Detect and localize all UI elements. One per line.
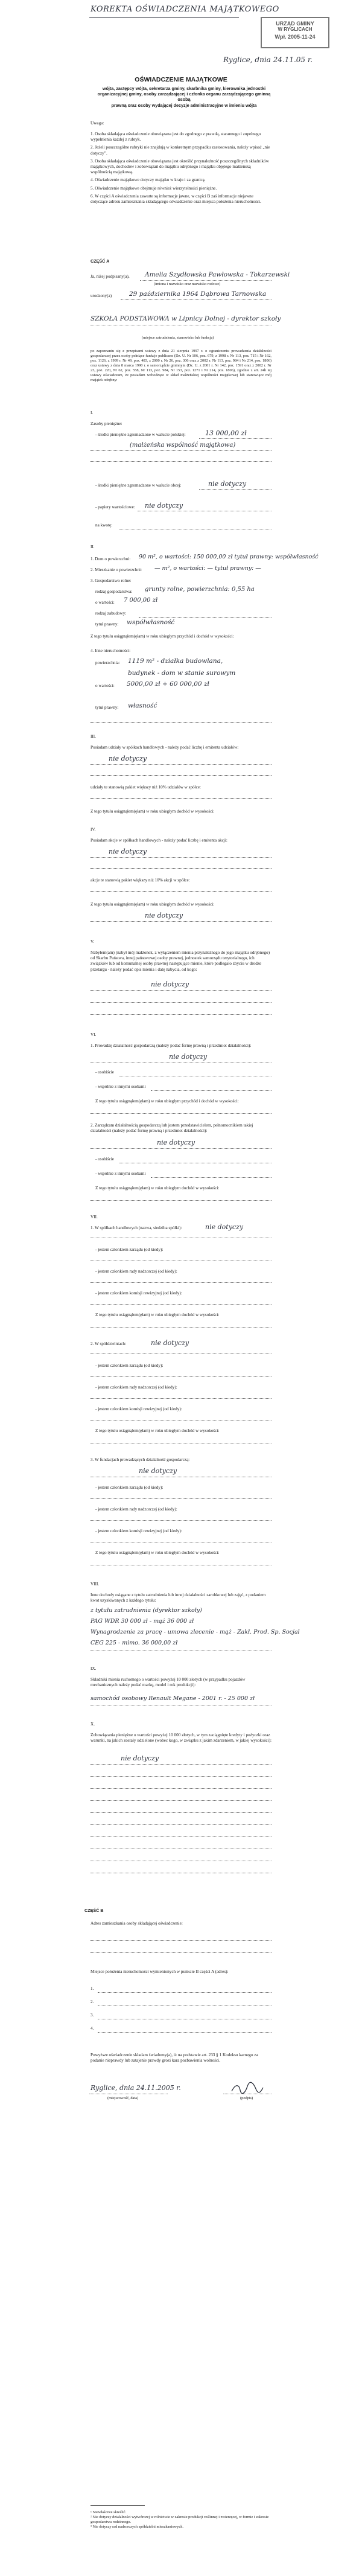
section-vii-row: - jestem członkiem rady nadzorczej (od kiedy):	[95, 1385, 177, 1390]
section-vi-row-7: - wspólnie z innymi osobami	[95, 1171, 146, 1176]
czesc-b-address-label: Adres zamieszkania osoby składającej oświadczenie:	[91, 1921, 183, 1926]
section-vii-row: - jestem członkiem rady nadzorczej (od kiedy):	[95, 1507, 177, 1512]
section-vii-value-2: nie dotyczy	[151, 1339, 189, 1347]
section-vii-row: - jestem członkiem komisji rewizyjnej (od kiedy):	[95, 1407, 182, 1411]
czesc-b-item-2: 2.	[91, 1999, 94, 2004]
section-iii-text: Posiadam udziały w spółkach handlowych - należy podać liczbę i emitenta udziałów:	[91, 745, 239, 750]
section-vii-line	[91, 1398, 272, 1399]
stamp-line-2: W RYGLICACH	[278, 27, 313, 32]
subtitle-line-1: wójta, zastępcy wójta, sekretarza gminy, skarbnika gminy, kierownika jednostki	[102, 86, 266, 91]
czesc-b-address-line-1	[91, 1940, 272, 1941]
section-ii-farm-value-label: o wartości:	[95, 600, 115, 605]
section-ii-flat-label: 2. Mieszkanie o powierzchni:	[91, 567, 142, 572]
section-viii-value-3: Wynagrodzenie za pracę - umowa zlecenie - mąż - Zakł. Prod. Sp. Socjal	[91, 1629, 300, 1635]
section-vii-row: Z tego tytułu osiągnąłem(ęłam) w roku ubiegłym dochód w wysokości:	[95, 1312, 220, 1317]
footnote-rule	[91, 2505, 145, 2506]
czesc-b-item-3: 3.	[91, 2013, 94, 2018]
section-viii-value-4: CEG 225 - mimo. 36 000,00 zł	[91, 1640, 178, 1646]
closing-statement: Powyższe oświadczenie składam świadomy(a), iż na podstawie art. 233 § 1 Kodeksu karnego za podanie nieprawdy lub zatajenie prawdy grozi kara pozbawienia wolności.	[91, 2053, 258, 2063]
section-i-foreign-value: nie dotyczy	[208, 480, 247, 488]
section-viii-value-2: PAG WDR 30 000 zł - mąż 36 000 zł	[91, 1618, 194, 1625]
subtitle-line-3: prawną oraz osoby wydającej decyzje administracyjne w imieniu wójta	[111, 102, 257, 108]
section-ii-area-value-2: budynek - dom w stanie surowym	[128, 670, 236, 677]
section-iii-line-1	[91, 764, 272, 765]
final-place-date: Ryglice, dnia 24.11.2005 r.	[91, 2084, 181, 2092]
section-vii-row: - jestem członkiem zarządu (od kiedy):	[95, 1363, 164, 1368]
section-vii-line	[91, 1420, 272, 1421]
section-i-foreign-line	[199, 489, 272, 490]
section-x-line-2	[91, 1776, 272, 1777]
czesc-b-property-label: Miejsce położenia nieruchomości wymienionych w punkcie II części A (adres):	[91, 1969, 229, 1974]
stamp-line-1: URZĄD GMINY	[276, 21, 314, 27]
footnote: ³ Nie dotyczy rad nadzorczych spółdzielni mieszkaniowych.	[91, 2525, 183, 2529]
uwaga-point: 5. Oświadczenie majątkowe obejmuje również wierzytelności pieniężne.	[91, 185, 217, 191]
czesc-b-address-line-2	[91, 1952, 272, 1953]
section-iv-value: nie dotyczy	[109, 848, 147, 855]
declarant-name: Amelia Szydłowska Pawłowska - Tokarzewski	[145, 271, 290, 278]
section-v-num: V.	[91, 939, 95, 944]
section-vi-line-7	[151, 1177, 272, 1178]
section-ii-other-value-label: o wartości:	[95, 683, 115, 688]
section-i-row-value: 13 000,00 zł	[205, 429, 247, 437]
section-vi-value: nie dotyczy	[169, 1053, 208, 1061]
section-iv-sub2: Z tego tytułu osiągnąłem(ęłam) w roku ubiegłym dochód w wysokości:	[91, 902, 215, 907]
section-iv-line-2	[91, 868, 272, 869]
section-vii-row: 1. W spółkach handlowych (nazwa, siedziba spółki):	[91, 1226, 182, 1230]
place-date-caption: (miejscowość, data)	[107, 2096, 139, 2100]
section-ii-building-label: rodzaj zabudowy:	[95, 611, 127, 616]
subtitle-line-2: organizacyjnej gminy, osoby zarządzającej i członka organu zarządzającego gminną osobą	[97, 91, 271, 103]
section-ii-farm-type-value: grunty rolne, powierzchnia: 0,55 ha	[145, 586, 255, 593]
section-ii-farm-income-label: Z tego tytułu osiągnąłem(ęłam) w roku ubiegłym przychód i dochód w wysokości:	[91, 634, 234, 639]
section-v-value: nie dotyczy	[151, 980, 189, 988]
section-vii-value-3: nie dotyczy	[139, 1467, 177, 1475]
section-iii-sub: udziały te stanowią pakiet większy niż 10% udziałów w spółce:	[91, 785, 202, 790]
place-date: Ryglice, dnia 24.11.05 r.	[223, 56, 313, 64]
section-i-row-line	[199, 438, 272, 439]
section-iii-line-2	[91, 775, 272, 776]
document-subtitle	[97, 86, 272, 108]
section-vi-num: VI.	[91, 1032, 97, 1037]
section-vii-row: 3. W fundacjach prowadzących działalność gospodarczą:	[91, 1457, 190, 1462]
section-vii-value: nie dotyczy	[205, 1223, 244, 1231]
section-ix-text: Składniki mienia ruchomego o wartości powyżej 10 000 złotych (w przypadku pojazdów mechanicznych należy podać markę, model i rok produkcji):	[91, 1677, 246, 1688]
section-vii-row: 2. W spółdzielniach:	[91, 1341, 127, 1346]
section-iv-line-3	[91, 891, 272, 892]
czesc-b-heading: CZĘŚĆ B	[84, 1908, 104, 1913]
uwaga-point: 1. Osoba składająca oświadczenie obowiązana jest do zgodnego z prawdą, starannego i zupełnego wypełnienia każdej z rubryk.	[91, 132, 261, 142]
section-iv-line-4	[91, 921, 272, 922]
section-x-num: X.	[91, 1722, 95, 1727]
footnotes	[91, 2510, 272, 2530]
section-vii-row: Z tego tytułu osiągnąłem(ęłam) w roku ubiegłym dochód w wysokości:	[95, 1550, 220, 1555]
section-vii-line	[91, 1304, 272, 1305]
section-vii-line	[91, 1282, 272, 1283]
uwaga-point: 3. Osoba składająca oświadczenie obowiązana jest określić przynależność poszczególnych składników majątkowych, dochodów i zobowiązań do majątku odrębnego i majątku objętego małżeńską wspólnością majątkową.	[91, 158, 269, 175]
section-iii-sub2: Z tego tytułu osiągnąłem(ęłam) w roku ubiegłym dochód w wysokości:	[91, 809, 215, 814]
section-vii-row: - jestem członkiem komisji rewizyjnej (od kiedy):	[95, 1291, 182, 1296]
section-iv-num: IV.	[91, 827, 96, 832]
section-i-row-value-2: (małżeńska wspólność majątkowa)	[130, 442, 236, 449]
section-vi-row-6: - osobiście	[95, 1157, 114, 1162]
section-iii-value: nie dotyczy	[109, 755, 147, 762]
section-vi-row-5: 2. Zarządzam działalnością gospodarczą lub jestem przedstawicielem, pełnomocnikiem takiej działalności (należy podać formę prawną i przedmiot działalności):	[91, 1123, 253, 1134]
section-vi-line-4	[91, 1113, 272, 1114]
section-ii-flat-value: — m², o wartości: — tytuł prawny: —	[154, 565, 261, 572]
section-vi-row-8: Z tego tytułu osiągnąłem(ęłam) w roku ubiegłym dochód w wysokości:	[95, 1186, 220, 1191]
section-ii-house-value: 90 m², o wartości: 150 000,00 zł tytuł prawny: współwłasność	[139, 554, 319, 560]
section-vii-row: - jestem członkiem zarządu (od kiedy):	[95, 1247, 164, 1252]
czesc-a-heading: CZĘŚĆ A	[91, 258, 110, 264]
section-ii-farm-title-value: współwłasność	[127, 619, 175, 626]
section-x-line-4	[91, 1800, 272, 1801]
signature-caption: (podpis)	[240, 2096, 253, 2100]
section-ii-area-value: 1119 m² - działka budowlana,	[128, 657, 223, 665]
section-vi-row-4: Z tego tytułu osiągnąłem(ęłam) w roku ubiegłym przychód i dochód w wysokości:	[95, 1099, 239, 1104]
section-vii-line	[91, 1327, 272, 1328]
section-v-line-3	[91, 1014, 272, 1015]
section-vi-line-8	[91, 1200, 272, 1201]
section-v-line-1	[91, 990, 272, 991]
section-iv-sub: akcje te stanowią pakiet większy niż 10% akcji w spółce:	[91, 878, 190, 883]
section-i-row-line-3	[91, 461, 272, 462]
section-x-text: Zobowiązania pieniężne o wartości powyżej 10 000 złotych, w tym zaciągnięte kredyty i pożyczki oraz warunki, na jakich zostały udzielone (wobec kogo, w związku z jakim zdarzeniem, w jakiej wysokości):	[91, 1733, 272, 1743]
born-value: 29 października 1964 Dąbrowa Tarnowska	[129, 290, 267, 298]
uwaga-point: 6. W części A oświadczenia zawarte są informacje jawne, w części B zaś informacje niejawne dotyczące adresu zamieszkania składającego oświadczenie oraz miejsca położenia nieruchomości.	[91, 193, 261, 205]
section-iv-text: Posiadam akcje w spółkach handlowych - należy podać liczbę i emitenta akcji:	[91, 838, 227, 843]
section-ii-house-label: 1. Dom o powierzchni:	[91, 557, 131, 561]
section-vii-num: VII.	[91, 1215, 98, 1219]
stamp-line-3: Wpł. 2005-11-24	[275, 34, 316, 40]
czesc-b-item-4: 4.	[91, 2026, 94, 2031]
section-vii-line	[91, 1498, 272, 1499]
section-viii-text: Inne dochody osiągane z tytułu zatrudnienia lub innej działalności zarobkowej lub zajęć, z podaniem kwot uzyskiwanych z każdego tytułu:	[91, 1593, 266, 1603]
section-iv-line-1	[91, 857, 272, 858]
section-ii-area-label: powierzchnia:	[95, 660, 120, 665]
czesc-b-item-1: 1.	[91, 1986, 94, 1991]
section-iii-line-3	[91, 798, 272, 799]
correction-header: KOREKTA OŚWIADCZENIA MAJĄTKOWEGO	[91, 5, 279, 14]
uwaga-point: 4. Oświadczenie majątkowe dotyczy majątku w kraju i za granicą.	[91, 177, 206, 183]
born-label: urodzony(a)	[91, 293, 112, 298]
uwaga-point: 2. Jeżeli poszczególne rubryki nie znajdują w konkretnym przypadku zastosowania, należy wpisać „nie dotyczy”.	[91, 145, 270, 156]
section-i-row-label: - środki pieniężne zgromadzone w walucie polskiej:	[95, 432, 186, 437]
section-vii-row: - jestem członkiem zarządu (od kiedy):	[95, 1485, 164, 1490]
born-line	[121, 299, 272, 300]
czesc-b-item-line-1	[98, 1992, 272, 1993]
section-ii-farm-type-label: rodzaj gospodarstwa:	[95, 589, 133, 594]
legal-text: po zapoznaniu się z przepisami ustawy z dnia 21 sierpnia 1997 r. o ograniczeniu prowadzenia działalności gospodarczej przez osoby pełniące funkcje publiczne (Dz. U. Nr 106, poz. 679, z 1998 r. Nr 113, poz. 715 i Nr 162, poz. 1126, z 1999 r. Nr 49, poz. 483, z 2000 r. Nr 26, poz. 306 oraz z 2002 r. Nr 113, poz. 984 i Nr 214, poz. 1806) oraz ustawy z dnia 8 marca 1990 r. o samorządzie gminnym (Dz. U. z 2001 r. Nr 142, poz. 1591 oraz z 2002 r. Nr 23, poz. 220, Nr 62, poz. 558, Nr 113, poz. 984, Nr 153, poz. 1271 i Nr 214, poz. 1806), zgodnie z art. 24h tej ustawy oświadczam, że posiadam wchodzące w skład małżeńskiej wspólności majątkowej lub stanowiące mój majątek odrębny:	[91, 349, 272, 382]
section-v-line-2	[91, 1002, 272, 1003]
czesc-b-item-line-4	[98, 2032, 272, 2033]
section-vi-row-3: - wspólnie z innymi osobami	[95, 1084, 146, 1089]
section-ix-num: IX.	[91, 1666, 97, 1671]
name-caption: (imiona i nazwisko oraz nazwisko rodowe)	[154, 282, 221, 286]
section-ii-other-label: 4. Inne nieruchomości:	[91, 648, 131, 653]
section-ix-value: samochód osobowy Renault Megane - 2001 r. - 25 000 zł	[91, 1695, 255, 1702]
section-v-text: Nabyłem(am) (nabył mój małżonek, z wyłączeniem mienia przynależnego do jego majątku odrębnego) od Skarbu Państwa, innej państwowej osoby prawnej, jednostek samorządu terytorialnego, ich związków lub od komunalnej osoby prawnej następujące mienie, które podlegało zbyciu w drodze przetargu - należy podać opis mienia i datę nabycia, od kogo:	[91, 950, 270, 972]
section-vi-row-1: 1. Prowadzę działalność gospodarczą (należy podać formę prawną i przedmiot działalności):	[91, 1043, 252, 1048]
uwaga-heading: Uwaga:	[91, 121, 104, 126]
workplace-value: SZKOŁA PODSTAWOWA w Lipnicy Dolnej - dyrektor szkoły	[91, 315, 281, 322]
section-x-value: nie dotyczy	[121, 1754, 159, 1762]
section-i-foreign-label: - środki pieniężne zgromadzone w walucie obcej:	[95, 483, 182, 488]
section-x-line-1	[91, 1764, 272, 1765]
section-x-line-7	[91, 1836, 272, 1837]
section-vii-line	[91, 1520, 272, 1521]
section-vi-value-2: nie dotyczy	[157, 1139, 195, 1146]
section-x-line-5	[91, 1812, 272, 1813]
workplace-caption: (miejsce zatrudnienia, stanowisko lub funkcja)	[142, 336, 214, 340]
section-vi-line-5	[91, 1148, 272, 1149]
header-underline	[89, 17, 239, 18]
section-vi-line-3	[151, 1090, 272, 1091]
section-ii-num: II.	[91, 545, 95, 549]
section-ii-farm-value: 7 000,00 zł	[124, 597, 158, 604]
uwaga-list	[91, 132, 272, 205]
section-ii-end-line	[91, 722, 272, 723]
section-vii-row: - jestem członkiem rady nadzorczej (od kiedy):	[95, 1269, 177, 1274]
section-i-row-line-2	[91, 450, 272, 451]
section-viii-num: VIII.	[91, 1582, 100, 1587]
section-iv-value-2: nie dotyczy	[145, 912, 183, 919]
document-title: OŚWIADCZENIE MAJĄTKOWE	[135, 76, 227, 83]
footnote: ² Nie dotyczy działalności wytwórczej w rolnictwie w zakresie produkcji roślinnej i zwierzęcej, w formie i zakresie gospodarstwa rodzinnego.	[91, 2515, 269, 2524]
section-i-lead: Zasoby pieniężne:	[91, 421, 122, 426]
name-line	[140, 280, 272, 281]
section-ii-other-value: 5000,00 zł + 60 000,00 zł	[127, 680, 209, 688]
section-i-amount-label: na kwotę:	[95, 523, 113, 528]
section-i-securities-value: nie dotyczy	[145, 502, 183, 510]
section-ii-farm-title-label: tytuł prawny:	[95, 622, 119, 627]
section-ii-building-line	[139, 617, 272, 618]
section-vii-row: Z tego tytułu osiągnąłem(ęłam) w roku ubiegłym dochód w wysokości:	[95, 1428, 220, 1433]
section-vi-row-2: - osobiście	[95, 1070, 114, 1075]
section-i-num: I.	[91, 411, 94, 415]
signature	[229, 2082, 265, 2095]
ja-label: Ja, niżej podpisany(a),	[91, 274, 130, 279]
section-vii-line	[91, 1376, 272, 1377]
section-viii-value-1: z tytułu zatrudnienia (dyrektor szkoły)	[91, 1607, 202, 1614]
section-x-line-6	[91, 1824, 272, 1825]
section-ii-other-title-label: tytuł prawny:	[95, 705, 119, 710]
office-stamp	[261, 17, 329, 48]
section-ii-other-title-value: własność	[128, 702, 157, 709]
section-vii-row: - jestem członkiem komisji rewizyjnej (od kiedy):	[95, 1529, 182, 1533]
section-iii-num: III.	[91, 734, 96, 739]
section-ii-farm-label: 3. Gospodarstwo rolne:	[91, 578, 132, 583]
section-i-securities-label: - papiery wartościowe:	[95, 505, 135, 510]
section-x-line-3	[91, 1788, 272, 1789]
footnote: ¹ Niewłaściwe skreślić.	[91, 2510, 127, 2514]
